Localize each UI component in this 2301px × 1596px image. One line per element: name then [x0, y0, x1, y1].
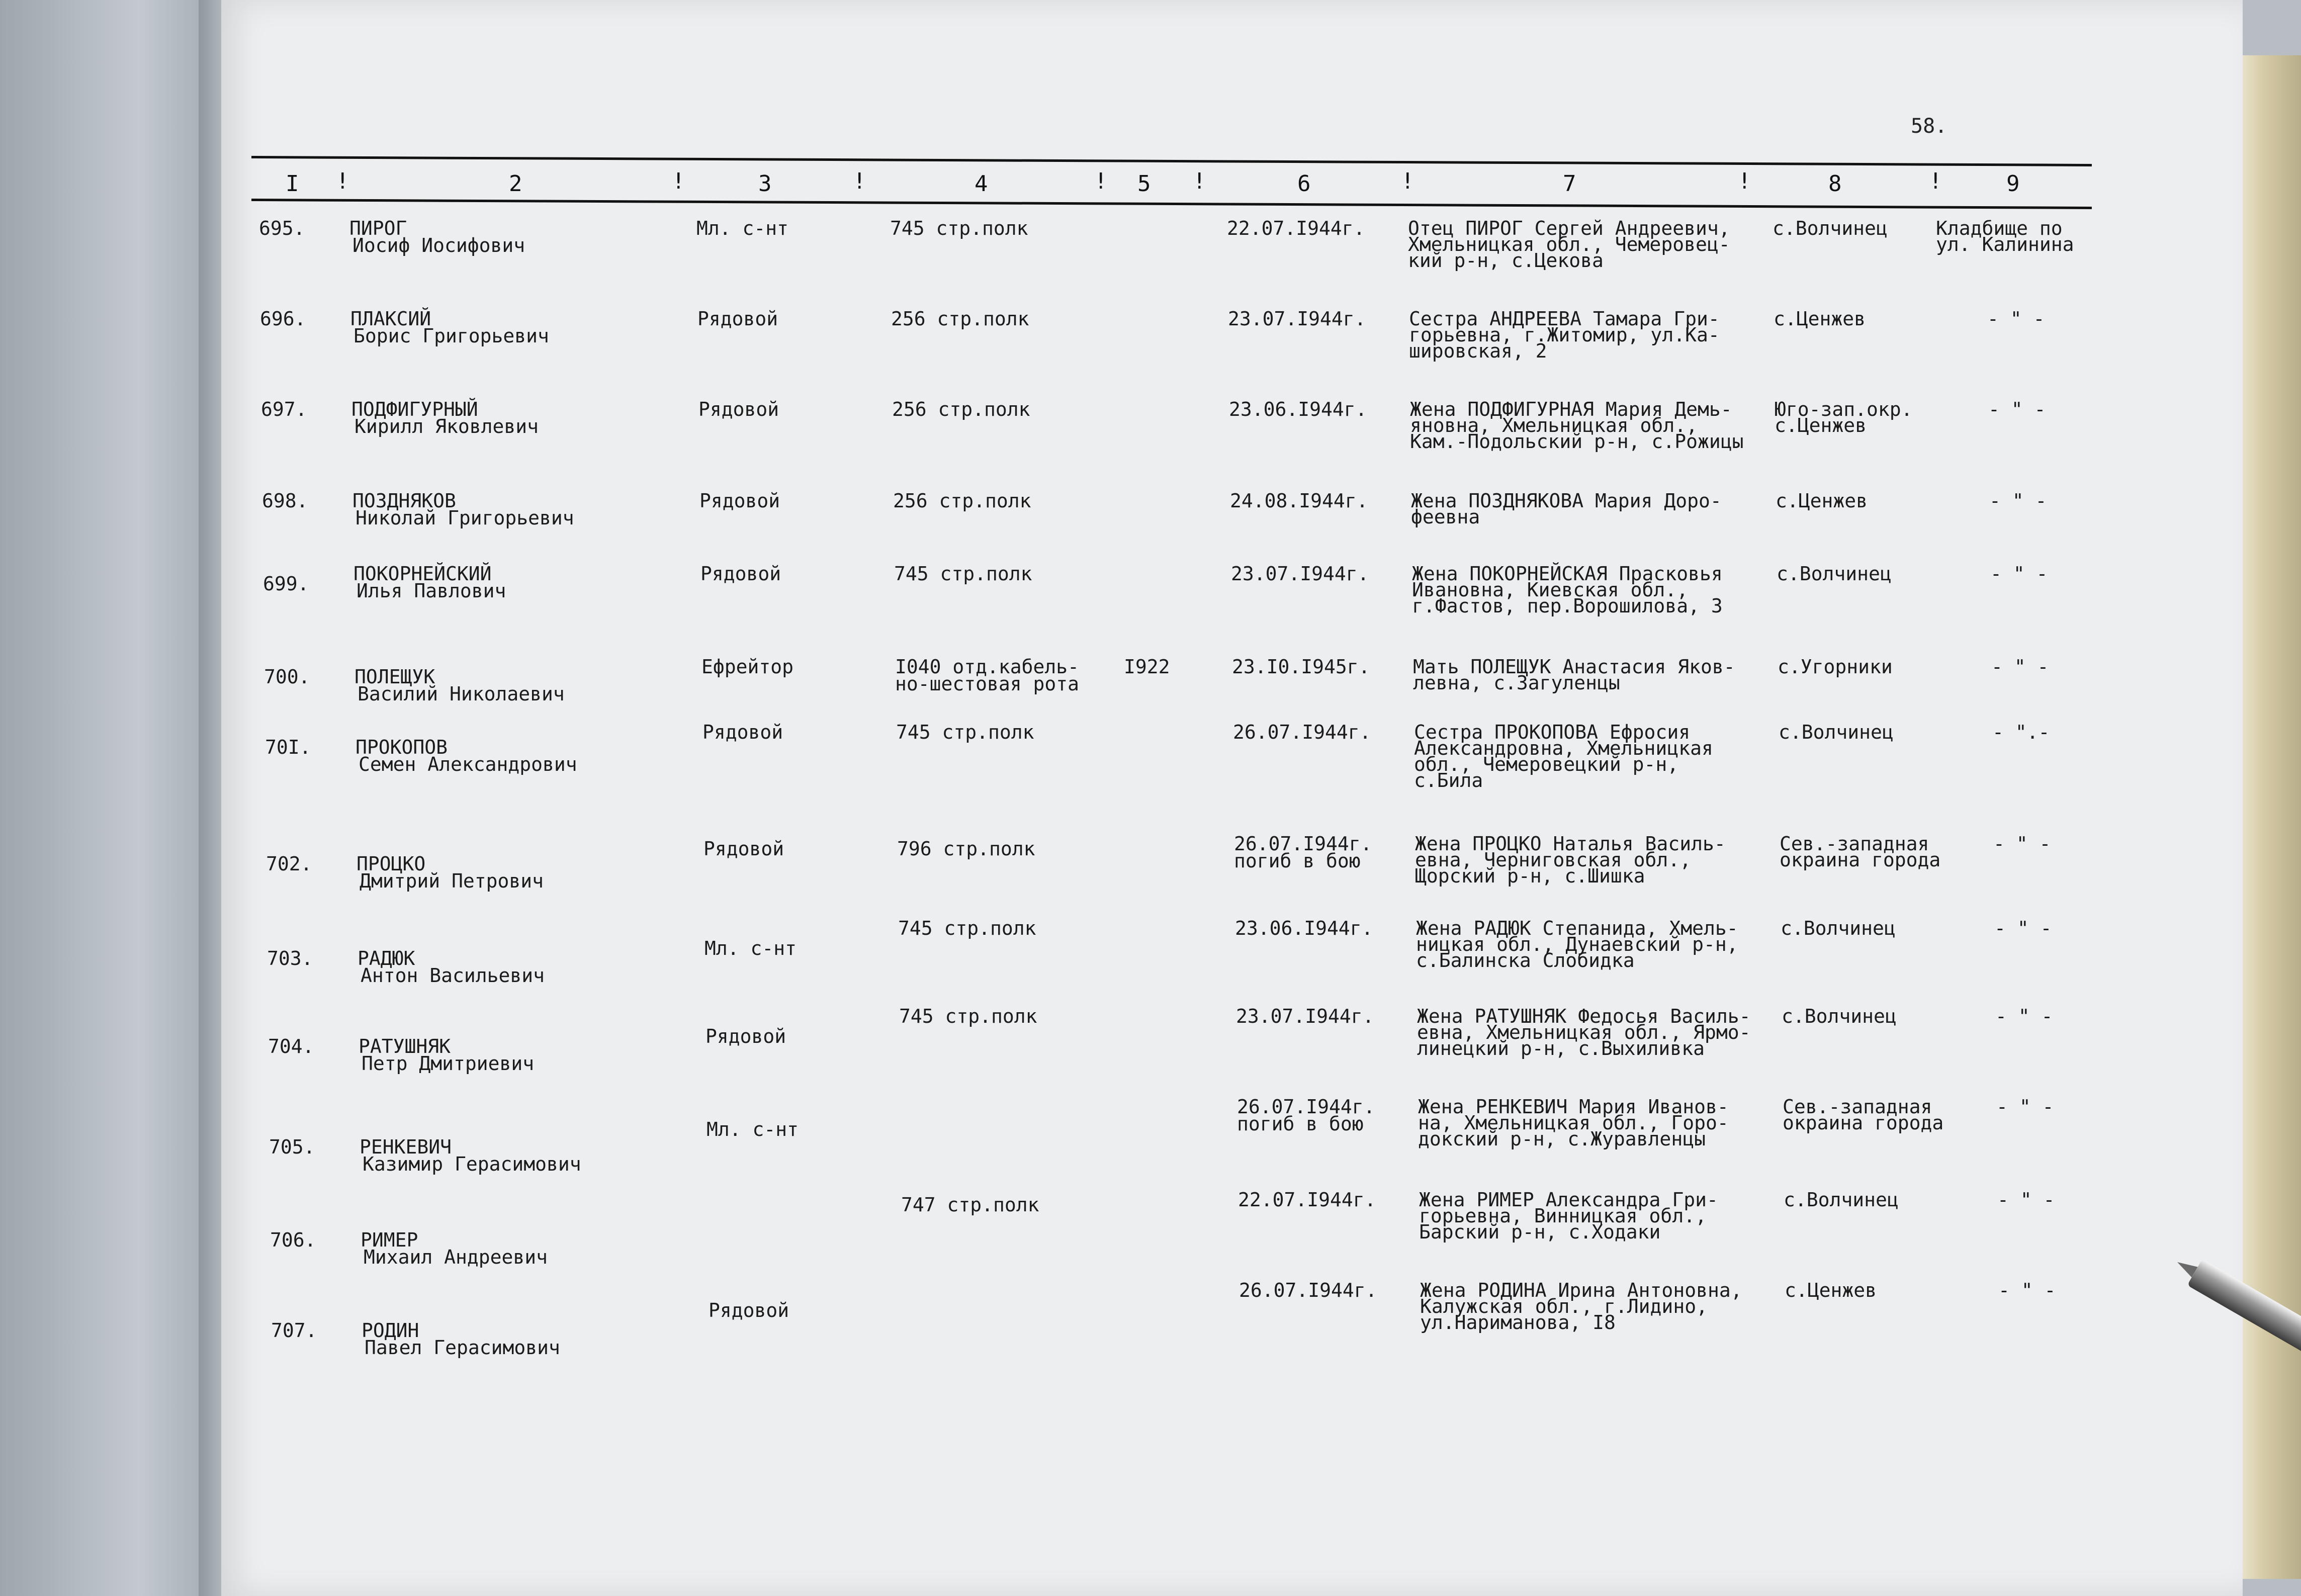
- given-names: Кирилл Яковлевич: [355, 415, 539, 437]
- relative-info: Калужская обл., г.Лидино,: [1420, 1295, 1708, 1317]
- relative-info: Жена ПОЗДНЯКОВА Мария Доро-: [1411, 490, 1722, 512]
- relative-info: с.Била: [1414, 769, 1483, 791]
- given-names: Иосиф Иосифович: [352, 234, 525, 256]
- military-unit: 745 стр.полк: [894, 563, 1032, 585]
- given-names: Николай Григорьевич: [356, 507, 574, 529]
- surname: ПОЛЕЩУК: [355, 666, 435, 688]
- burial-note: ул. Калинина: [1936, 233, 2074, 255]
- relative-info: Жена ПОДФИГУРНАЯ Мария Демь-: [1410, 398, 1732, 420]
- burial-place: с.Волчинец: [1773, 217, 1888, 239]
- column-header-3: 3: [758, 171, 772, 197]
- relative-info: Жена ПРОЦКО Наталья Василь-: [1415, 833, 1726, 855]
- relative-info: Кам.-Подольский р-н, с.Рожицы: [1410, 430, 1744, 453]
- date-of-death: 23.06.I944г.: [1229, 398, 1367, 420]
- military-unit: 745 стр.полк: [898, 917, 1036, 939]
- relative-info: Хмельницкая обл., Чемеровец-: [1408, 233, 1730, 255]
- column-separator: !: [672, 168, 685, 194]
- burial-place: с.Волчинец: [1777, 563, 1892, 585]
- burial-place: Сев.-западная: [1783, 1096, 1932, 1118]
- row-number: 706.: [270, 1229, 316, 1251]
- burial-note: - " -: [1993, 833, 2051, 855]
- surname: ПРОЦКО: [357, 853, 426, 875]
- burial-note: - " -: [1994, 917, 2052, 939]
- relative-info: Сестра АНДРЕЕВА Тамара Гри-: [1409, 308, 1720, 330]
- relative-info: Жена РАТУШНЯК Федосья Василь-: [1417, 1005, 1751, 1027]
- military-unit: 745 стр.полк: [890, 217, 1028, 239]
- column-separator: !: [1738, 168, 1751, 194]
- burial-note: - " -: [1991, 656, 2049, 678]
- surname: ПОКОРНЕЙСКИЙ: [353, 563, 492, 585]
- column-separator: !: [1193, 168, 1206, 194]
- surname: РОДИН: [362, 1319, 419, 1342]
- burial-note: Кладбище по: [1936, 217, 2063, 239]
- burial-note: - " -: [1998, 1279, 2056, 1301]
- military-unit: 745 стр.полк: [899, 1005, 1037, 1027]
- row-number: 704.: [268, 1035, 314, 1057]
- date-of-death: 24.08.I944г.: [1230, 490, 1368, 512]
- row-number: 700.: [264, 666, 310, 688]
- surname: РИМЕР: [361, 1229, 418, 1251]
- burial-note: - ".-: [1992, 721, 2050, 743]
- relative-info: Щорский р-н, с.Шишка: [1415, 865, 1645, 887]
- column-header-7: 7: [1563, 171, 1576, 197]
- relative-info: яновна, Хмельницкая обл.,: [1410, 414, 1698, 436]
- burial-place: Юго-зап.окр.: [1775, 398, 1913, 420]
- surname: ПИРОГ: [349, 217, 407, 239]
- given-names: Антон Васильевич: [361, 964, 545, 987]
- column-header-4: 4: [975, 171, 988, 197]
- given-names: Павел Герасимович: [365, 1337, 560, 1359]
- military-rank: Рядовой: [700, 563, 781, 585]
- burial-place: с.Ценжев: [1776, 490, 1868, 512]
- relative-info: Жена ПОКОРНЕЙСКАЯ Прасковья: [1412, 563, 1723, 585]
- date-of-death: 23.07.I944г.: [1228, 308, 1366, 330]
- burial-note: - " -: [1995, 1005, 2053, 1027]
- military-rank: Рядовой: [703, 838, 784, 860]
- date-of-death: 26.07.I944г.: [1239, 1279, 1377, 1301]
- date-of-death: 23.I0.I945г.: [1232, 656, 1370, 678]
- burial-place: с.Волчинец: [1782, 1005, 1897, 1027]
- military-rank: Рядовой: [705, 1025, 786, 1047]
- given-names: Казимир Герасимович: [363, 1153, 581, 1175]
- relative-info: евна, Черниговская обл.,: [1415, 849, 1692, 871]
- relative-info: левна, с.Загуленцы: [1413, 672, 1620, 694]
- row-number: 702.: [266, 853, 312, 875]
- burial-note: - " -: [1988, 398, 2046, 420]
- relative-info: шировская, 2: [1409, 340, 1547, 362]
- given-names: Борис Григорьевич: [353, 325, 549, 347]
- relative-info: на, Хмельницкая обл., Горо-: [1418, 1112, 1729, 1134]
- date-of-death: 23.06.I944г.: [1235, 917, 1373, 939]
- relative-info: г.Фастов, пер.Ворошилова, 3: [1412, 595, 1723, 617]
- relative-info: Отец ПИРОГ Сергей Андреевич,: [1408, 217, 1730, 239]
- military-rank: Мл. с-нт: [706, 1118, 799, 1140]
- relative-info: горьевна, г.Житомир, ул.Ка-: [1409, 324, 1720, 346]
- death-circumstance: погиб в бою: [1234, 850, 1361, 872]
- relative-info: горьевна, Винницкая обл.,: [1419, 1205, 1707, 1227]
- row-number: 699.: [263, 573, 309, 595]
- surname: ПОДФИГУРНЫЙ: [351, 398, 478, 420]
- relative-info: кий р-н, с.Цекова: [1408, 249, 1604, 272]
- relative-info: ул.Нариманова, I8: [1420, 1311, 1616, 1334]
- relative-info: Мать ПОЛЕЩУК Анастасия Яков-: [1413, 656, 1735, 678]
- given-names: Илья Павлович: [357, 580, 506, 602]
- given-names: Михаил Андреевич: [364, 1246, 548, 1268]
- relative-info: Жена РАДЮК Степанида, Хмель-: [1416, 917, 1738, 939]
- burial-place: окраина города: [1783, 1112, 1944, 1134]
- relative-info: Ивановна, Киевская обл.,: [1412, 579, 1689, 601]
- given-names: Дмитрий Петрович: [360, 870, 544, 892]
- row-number: 695.: [259, 217, 305, 239]
- row-number: 703.: [267, 947, 313, 969]
- burial-note: - " -: [1987, 308, 2045, 330]
- relative-info: Барский р-н, с.Ходаки: [1419, 1221, 1661, 1243]
- relative-info: евна, Хмельницкая обл., Ярмо-: [1417, 1021, 1751, 1043]
- relative-info: Александровна, Хмельницкая: [1414, 737, 1713, 759]
- burial-place: с.Волчинец: [1784, 1189, 1899, 1211]
- burial-place: с.Угорники: [1778, 656, 1893, 678]
- burial-place: с.Волчинец: [1781, 917, 1896, 939]
- military-rank: Рядовой: [698, 398, 779, 420]
- date-of-death: 22.07.I944г.: [1238, 1189, 1376, 1211]
- relative-info: докский р-н, с.Журавленцы: [1418, 1128, 1706, 1150]
- column-header-9: 9: [2006, 171, 2020, 197]
- row-number: 70I.: [265, 736, 311, 758]
- column-separator: !: [1401, 168, 1414, 194]
- column-separator: !: [1929, 168, 1942, 194]
- burial-place: с.Ценжев: [1775, 414, 1867, 436]
- surname: ПЛАКСИЙ: [350, 308, 431, 330]
- row-number: 698.: [262, 490, 308, 512]
- column-header-6: 6: [1297, 171, 1311, 197]
- surname: РАТУШНЯК: [359, 1035, 451, 1057]
- military-rank: Мл. с-нт: [704, 937, 797, 959]
- military-rank: Рядовой: [699, 490, 780, 512]
- column-header-5: 5: [1137, 171, 1151, 197]
- date-of-death: 26.07.I944г.: [1234, 833, 1372, 855]
- row-number: 705.: [269, 1136, 315, 1158]
- date-of-death: 22.07.I944г.: [1227, 217, 1365, 239]
- burial-place: Сев.-западная: [1780, 833, 1929, 855]
- given-names: Семен Александрович: [359, 753, 577, 775]
- relative-info: Жена РОДИНА Ирина Антоновна,: [1420, 1279, 1742, 1301]
- left-page: [0, 0, 199, 1596]
- military-rank: Рядовой: [702, 721, 783, 743]
- military-rank: Мл. с-нт: [696, 217, 789, 239]
- surname: ПОЗДНЯКОВ: [352, 490, 456, 512]
- military-unit: 256 стр.полк: [892, 398, 1030, 420]
- relative-info: обл., Чемеровецкий р-н,: [1414, 753, 1679, 775]
- column-separator: !: [336, 168, 349, 194]
- burial-place: с.Ценжев: [1774, 308, 1866, 330]
- row-number: 696.: [260, 308, 306, 330]
- birth-year: I922: [1124, 656, 1170, 678]
- column-header-2: 2: [509, 171, 522, 197]
- military-unit: 256 стр.полк: [891, 308, 1029, 330]
- column-separator: !: [853, 168, 866, 194]
- page-number: 58.: [1911, 115, 1948, 138]
- burial-note: - " -: [1989, 490, 2047, 512]
- given-names: Петр Дмитриевич: [362, 1052, 535, 1075]
- military-rank: Рядовой: [709, 1299, 789, 1321]
- relative-info: с.Балинска Слобидка: [1416, 949, 1635, 971]
- relative-info: Сестра ПРОКОПОВА Ефросия: [1414, 721, 1691, 743]
- surname: РЕНКЕВИЧ: [360, 1136, 452, 1158]
- military-rank: Рядовой: [697, 308, 778, 330]
- relative-info: Жена РИМЕР Александра Гри-: [1419, 1189, 1718, 1211]
- date-of-death: 26.07.I944г.: [1237, 1096, 1375, 1118]
- military-rank: Ефрейтор: [701, 656, 794, 678]
- date-of-death: 26.07.I944г.: [1233, 721, 1371, 743]
- column-separator: !: [1094, 168, 1108, 194]
- date-of-death: 23.07.I944г.: [1231, 563, 1369, 585]
- military-unit: 747 стр.полк: [901, 1194, 1039, 1216]
- given-names: Василий Николаевич: [358, 683, 565, 705]
- burial-place: с.Волчинец: [1779, 721, 1894, 743]
- burial-note: - " -: [1996, 1096, 2054, 1118]
- relative-info: линецкий р-н, с.Выхиливка: [1417, 1037, 1705, 1059]
- column-header-8: 8: [1828, 171, 1842, 197]
- row-number: 707.: [271, 1319, 317, 1342]
- military-unit: 745 стр.полк: [896, 721, 1034, 743]
- burial-note: - " -: [1990, 563, 2048, 585]
- burial-place: с.Ценжев: [1785, 1279, 1877, 1301]
- relative-info: ницкая обл., Дунаевский р-н,: [1416, 933, 1738, 955]
- relative-info: феевна: [1411, 506, 1480, 528]
- burial-place: окраина города: [1780, 849, 1941, 871]
- military-unit: но-шестовая рота: [895, 673, 1080, 695]
- military-unit: I040 отд.кабель-: [895, 656, 1080, 678]
- military-unit: 256 стр.полк: [893, 490, 1031, 512]
- row-number: 697.: [261, 398, 307, 420]
- column-header-1: I: [286, 171, 299, 197]
- date-of-death: 23.07.I944г.: [1236, 1005, 1374, 1027]
- surname: ПРОКОПОВ: [356, 736, 448, 758]
- surname: РАДЮК: [358, 947, 415, 969]
- burial-note: - " -: [1997, 1189, 2055, 1211]
- military-unit: 796 стр.полк: [897, 838, 1035, 860]
- relative-info: Жена РЕНКЕВИЧ Мария Иванов-: [1418, 1096, 1729, 1118]
- death-circumstance: погиб в бою: [1237, 1113, 1364, 1135]
